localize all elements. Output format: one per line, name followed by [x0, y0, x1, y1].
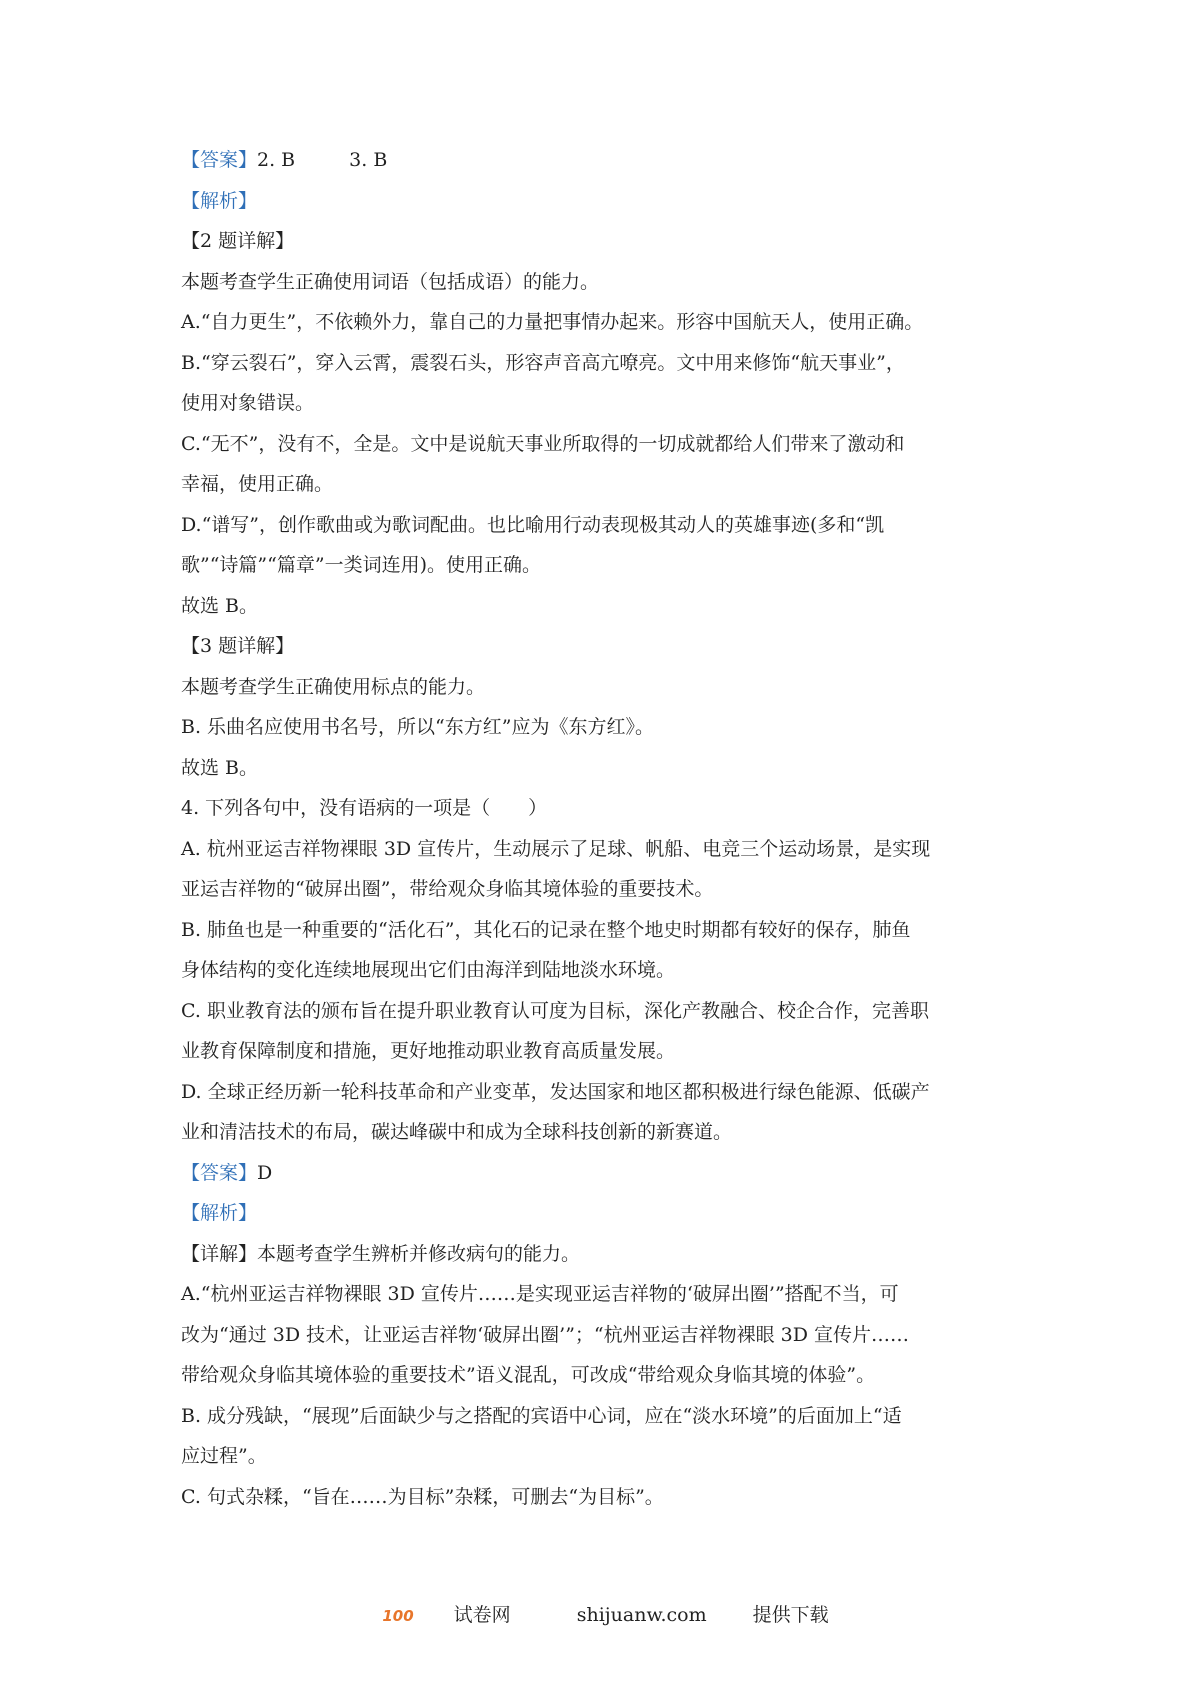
site-logo: 100 [382, 1607, 414, 1625]
paragraph-line: A.“自力更生”，不依赖外力，靠自己的力量把事情办起来。形容中国航天人，使用正确。 [181, 311, 924, 333]
question-option: A. 杭州亚运吉祥物裸眼 3D 宣传片，生动展示了足球、帆船、电竞三个运动场景，是实现 [181, 837, 931, 860]
answer-line-2 [181, 1153, 1021, 1194]
paragraph-line: 本题考查学生正确使用标点的能力。 [181, 675, 486, 698]
question-option: C. 职业教育法的颁布旨在提升职业教育认可度为目标，深化产教融合、校企合作，完善职 [181, 999, 929, 1022]
question-stem: 4. 下列各句中，没有语病的一项是（ ） [181, 797, 548, 819]
analysis-line: A.“杭州亚运吉祥物裸眼 3D 宣传片……是实现亚运吉祥物的‘破屏出圈’”搭配不当，可 [181, 1283, 899, 1305]
analysis-line: B. 成分残缺，“展现”后面缺少与之搭配的宾语中心词，应在“淡水环境”的后面加上“适 [181, 1404, 902, 1427]
q2-detail-tag: 【2 题详解】 [181, 230, 295, 252]
footer-brand [362, 1600, 530, 1627]
paragraph-line: 幸福，使用正确。 [181, 473, 334, 495]
answer-tag: 【答案】 [181, 149, 258, 171]
detail-tag: 【详解】 [181, 1242, 258, 1265]
q3-detail-tag: 【3 题详解】 [181, 635, 295, 657]
analysis-tag: 【解析】 [181, 1202, 258, 1224]
question-option: 身体结构的变化连续地展现出它们由海洋到陆地淡水环境。 [181, 959, 676, 981]
site-name: 试卷网 [453, 1604, 511, 1626]
question-option: 亚运吉祥物的“破屏出圈”，带给观众身临其境体验的重要技术。 [181, 878, 714, 900]
footer-slogan: 提供下载 [752, 1604, 829, 1626]
detail-intro-line [181, 1234, 1021, 1275]
paragraph-line: D.“谱写”，创作歌曲或为歌词配曲。也比喻用行动表现极其动人的英雄事迹(多和“凯 [181, 513, 885, 536]
answer-value: D [257, 1161, 273, 1184]
analysis-tag: 【解析】 [181, 189, 258, 212]
page-footer [0, 1600, 1191, 1627]
question-option: D. 全球正经历新一轮科技革命和产业变革，发达国家和地区都积极进行绿色能源、低碳产 [181, 1080, 930, 1103]
document-body [181, 140, 1021, 1517]
paragraph-line: 歌”“诗篇”“篇章”一类词连用)。使用正确。 [181, 554, 541, 576]
paragraph-line: 本题考查学生正确使用词语（包括成语）的能力。 [181, 270, 600, 293]
paragraph-line: C.“无不”，没有不，全是。文中是说航天事业所取得的一切成就都给人们带来了激动和 [181, 432, 905, 455]
detail-text: 本题考查学生辨析并修改病句的能力。 [257, 1242, 581, 1265]
paragraph-line: 使用对象错误。 [181, 392, 315, 414]
question-option: 业教育保障制度和措施，更好地推动职业教育高质量发展。 [181, 1040, 676, 1062]
answer-tag: 【答案】 [181, 1161, 258, 1184]
paragraph-line: B. 乐曲名应使用书名号，所以“东方红”应为《东方红》。 [181, 716, 654, 738]
paragraph-line: 故选 B。 [181, 594, 259, 617]
analysis-line: 改为“通过 3D 技术，让亚运吉祥物‘破屏出圈’”；“杭州亚运吉祥物裸眼 3D 宣传片…… [181, 1323, 910, 1346]
question-option: 业和清洁技术的布局，碳达峰碳中和成为全球科技创新的新赛道。 [181, 1121, 733, 1143]
answer-value: 3. B [349, 149, 388, 171]
analysis-line: C. 句式杂糅，“旨在……为目标”杂糅，可删去“为目标”。 [181, 1485, 664, 1508]
answer-line-1 [181, 140, 1021, 181]
paragraph-line: B.“穿云裂石”，穿入云霄，震裂石头，形容声音高亢嘹亮。文中用来修饰“航天事业”， [181, 351, 905, 374]
analysis-line: 带给观众身临其境体验的重要技术”语义混乱，可改成“带给观众身临其境的体验”。 [181, 1364, 876, 1386]
answer-value: 2. B [257, 149, 296, 171]
site-domain: shijuanw.com [576, 1604, 707, 1626]
paragraph-line: 故选 B。 [181, 756, 259, 779]
analysis-line: 应过程”。 [181, 1445, 267, 1467]
question-option: B. 肺鱼也是一种重要的“活化石”，其化石的记录在整个地史时期都有较好的保存，肺鱼 [181, 918, 911, 941]
